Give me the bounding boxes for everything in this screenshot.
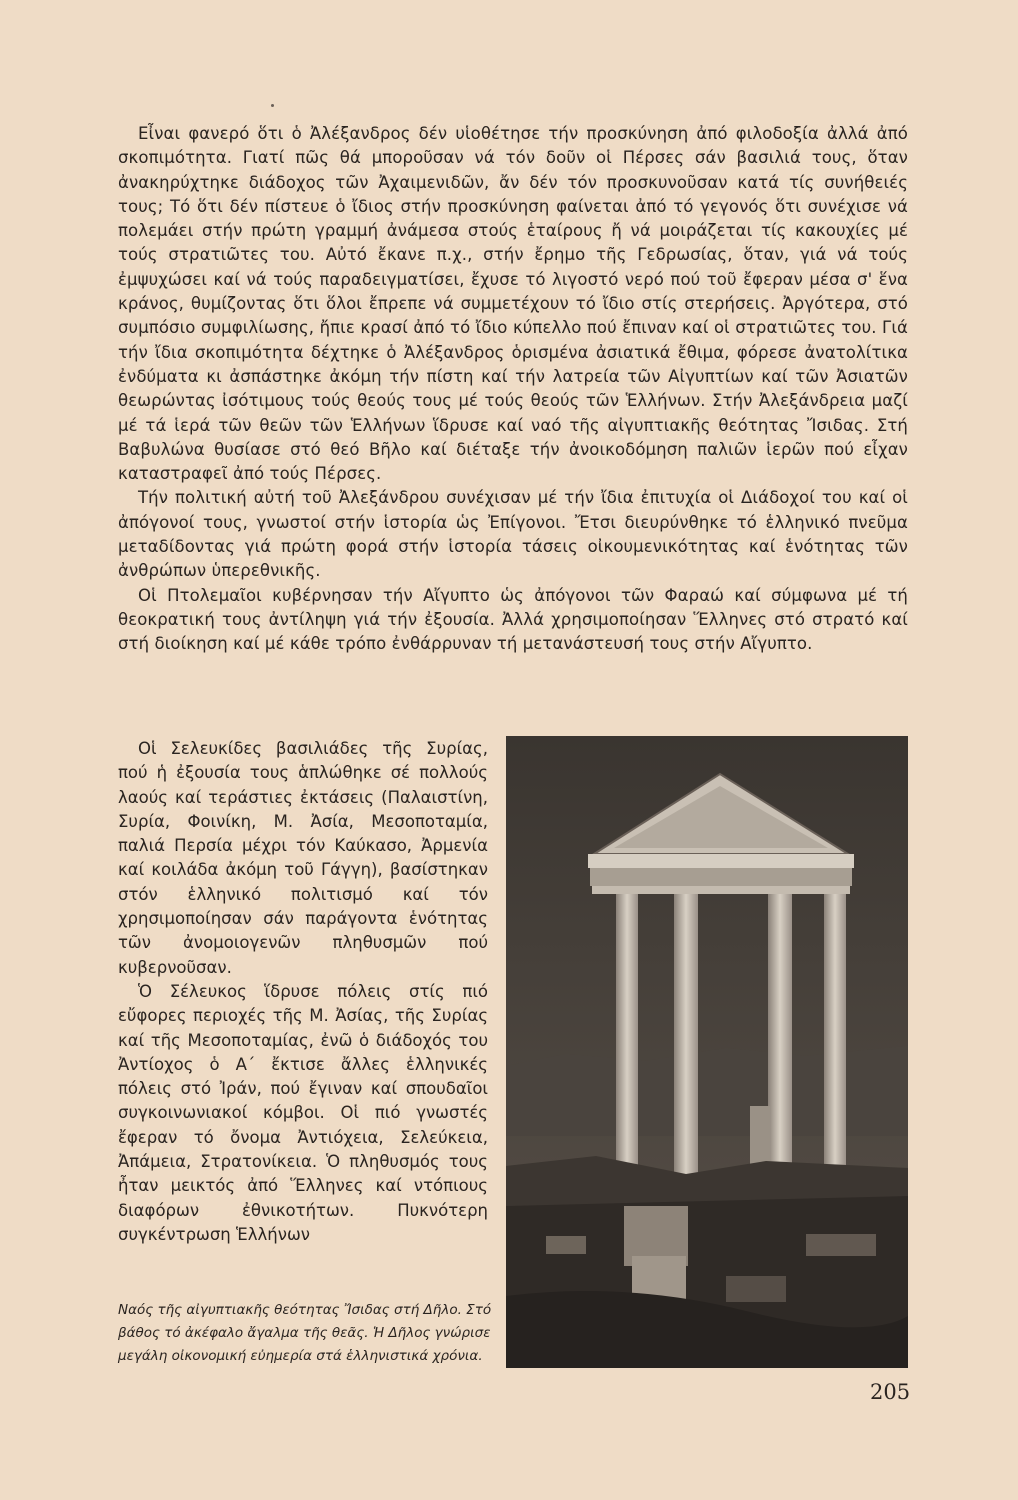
paragraph-seleucids: Οἱ Σελευκίδες βασιλιάδες τῆς Συρίας, πού ἡ ἐξουσία τους ἁπλώθηκε σέ πολλούς λαούς καί τεράστιες ἐκτάσεις (Παλαιστίνη, Συρία, Φοινίκη, Μ. Ἀσία, Μεσοποταμία, παλιά Περσία μέχρι τόν Καύκασο, Ἀρμενία καί κοιλάδα ἀκόμη τοῦ Γάγγη), βασίστηκαν στόν ἑλληνικό πολιτισμό καί τόν χρησιμοποίησαν σάν παράγοντα ἑνότητας τῶν ἀνομοιογενῶν πληθυσμῶν πού κυβερνοῦσαν.	[118, 739, 488, 977]
paragraph-ptolemies: Οἱ Πτολεμαῖοι κυβέρνησαν τήν Αἴγυπτο ὡς ἀπόγονοι τῶν Φαραώ καί σύμφωνα μέ τή θεοκρατική τους ἀντίληψη γιά τήν ἐξουσία. Ἀλλά χρησιμοποίησαν Ἕλληνες στό στρατό καί στή διοίκηση καί μέ κάθε τρόπο ἐνθάρρυναν τή μετανάστευσή τους στήν Αἴγυπτο.	[118, 585, 908, 654]
paragraph-seleucus-cities: Ὁ Σέλευκος ἵδρυσε πόλεις στίς πιό εὔφορες περιοχές τῆς Μ. Ἀσίας, τῆς Συρίας καί τῆς Μεσοποταμίας, ἐνῶ ὁ διάδοχός του Ἀντίοχος ὁ Α΄ ἔκτισε ἄλλες ἑλληνικές πόλεις στό Ἰράν, πού ἔγιναν καί σπουδαῖοι συγκοινωνιακοί κόμβοι. Οἱ πιό γνωστές ἔφεραν τό ὄνομα Ἀντιόχεια, Σελεύκεια, Ἀπάμεια, Στρατονίκεια. Ὁ πληθυσμός τους ἦταν μεικτός ἀπό Ἕλληνες καί ντόπιους διαφόρων ἐθνικοτήτων. Πυκνότερη συγκέντρωση Ἑλλήνων	[118, 981, 488, 1244]
column-text	[118, 737, 488, 1247]
full-width-text	[118, 122, 908, 657]
paragraph-alexander-proskynesis: Εἶναι φανερό ὅτι ὁ Ἀλέξανδρος δέν υἱοθέτησε τήν προσκύνηση ἀπό φιλοδοξία ἀλλά ἀπό σκοπιμότητα. Γιατί πῶς θά μποροῦσαν νά τόν δοῦν οἱ Πέρσες σάν βασιλιά τους, ὅταν ἀνακηρύχτηκε διάδοχος τῶν Ἀχαιμενιδῶν, ἄν δέν τόν προσκυνοῦσαν κατά τίς συνήθειές τους; Τό ὅτι δέν πίστευε ὁ ἴδιος στήν προσκύνηση φαίνεται ἀπό τό γεγονός ὅτι συνέχισε νά πολεμάει στήν πρώτη γραμμή ἀνάμεσα στούς ἑταίρους ἤ νά μοιράζεται τίς κακουχίες μέ τούς στρατιῶτες του. Αὐτό ἔκανε π.χ., στήν ἔρημο τῆς Γεδρωσίας, ὅταν, γιά νά τούς ἐμψυχώσει καί νά τούς παραδειγματίσει, ἔχυσε τό λιγοστό νερό πού τοῦ ἔφεραν μέσα σ' ἕνα κράνος, θυμίζοντας ὅτι ὅλοι ἔπρεπε νά συμμετέχουν τό ἴδιο στίς στερήσεις. Ἀργότερα, στό συμπόσιο συμφιλίωσης, ἤπιε κρασί ἀπό τό ἴδιο κύπελλο πού ἔπιναν καί οἱ στρατιῶτες του. Γιά τήν ἴδια σκοπιμότητα δέχτηκε ὁ Ἀλέξανδρος ὁρισμένα ἀσιατικά ἔθιμα, φόρεσε ἀνατολίτικα ἐνδύματα κι ἀσπάστηκε ἀκόμη τήν πίστη καί τήν λατρεία τῶν Αἰγυπτίων καί τῶν Ἀσιατῶν θεωρώντας ἰσότιμους τούς θεούς τους μέ τούς θεούς τῶν Ἑλλήνων. Στήν Ἀλεξάνδρεια μαζί μέ τά ἱερά τῶν θεῶν τῶν Ἑλλήνων ἵδρυσε καί ναό τῆς αἰγυπτιακῆς θεότητας Ἴσιδας. Στή Βαβυλώνα θυσίασε στό θεό Βῆλο καί διέταξε τήν ἀνοικοδόμηση παλιῶν ἱερῶν πού εἶχαν καταστραφεῖ ἀπό τούς Πέρσες.	[118, 124, 908, 484]
temple-of-isis-photo	[506, 736, 908, 1368]
paragraph-epigonoi: Τήν πολιτική αὐτή τοῦ Ἀλεξάνδρου συνέχισαν μέ τήν ἴδια ἐπιτυχία οἱ Διάδοχοί του καί οἱ ἀπόγονοί τους, γνωστοί στήν ἱστορία ὡς Ἐπίγονοι. Ἔτσι διευρύνθηκε τό ἑλληνικό πνεῦμα μεταδίδοντας γιά πρώτη φορά στήν ἱστορία τάσεις οἰκουμενικότητας καί ἑνότητας τῶν ἀνθρώπων ὑπερεθνικῆς.	[118, 488, 908, 581]
print-speck	[271, 104, 274, 107]
temple-illustration	[506, 736, 908, 1368]
photo-caption: Ναός τῆς αἰγυπτιακῆς θεότητας Ἴσιδας στή Δῆλο. Στό βάθος τό ἀκέφαλο ἄγαλμα τῆς θεᾶς. Ἡ Δῆλος γνώρισε μεγάλη οἰκονομική εὐημερία στά ἑλληνιστικά χρόνια.	[118, 1302, 492, 1364]
page-number: 205	[870, 1380, 911, 1404]
